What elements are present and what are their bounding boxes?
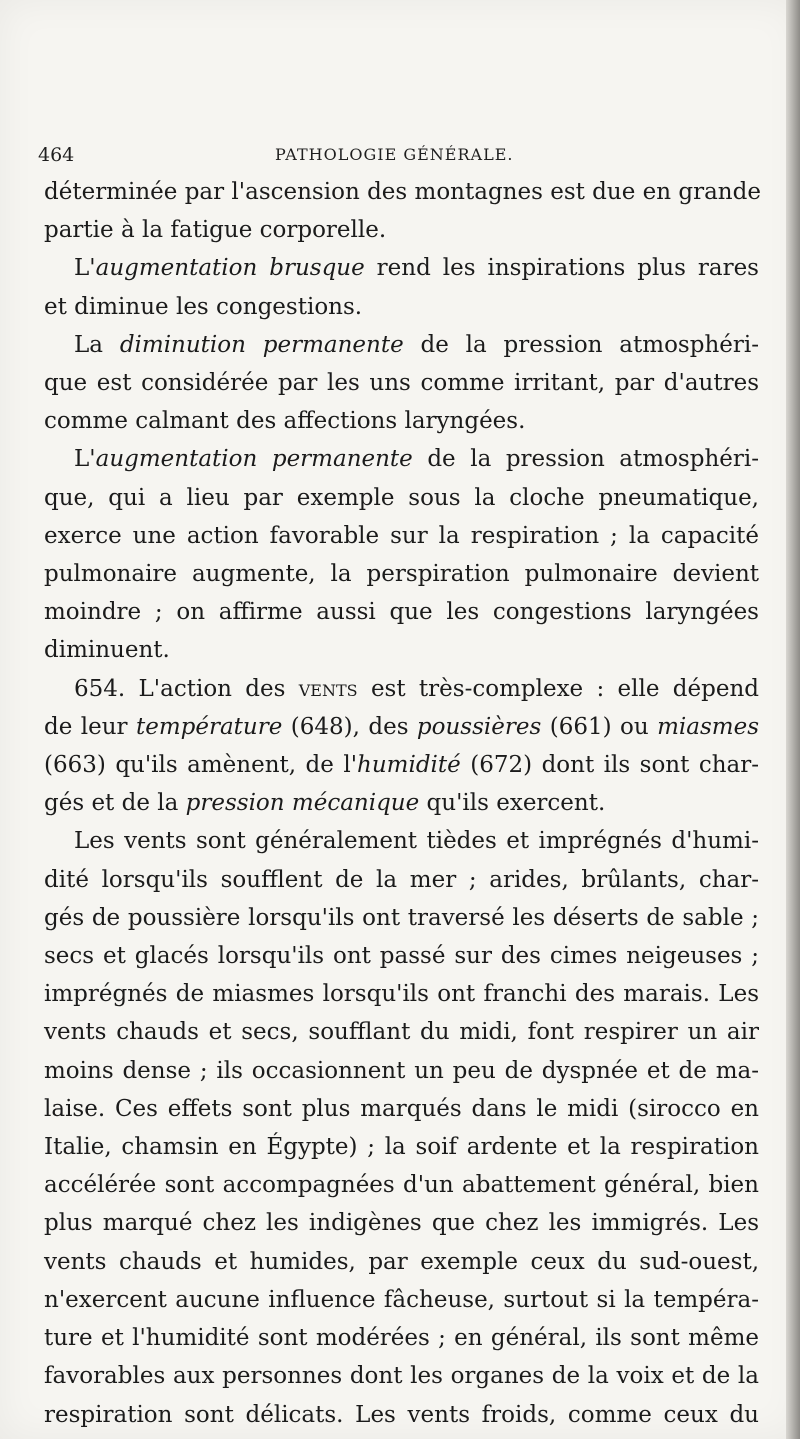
- text-line: partie à la fatigue corporelle.: [44, 217, 387, 244]
- text-run: est très-complexe : elle dépend: [357, 675, 759, 702]
- text-line: secs et glacés lorsqu'ils ont passé sur des cimes neigeuses ;: [44, 943, 759, 970]
- text-line: [44, 708, 759, 746]
- italic-term: poussières: [416, 713, 542, 740]
- text-line: [44, 249, 759, 287]
- italic-term: pression mécanique: [185, 790, 420, 817]
- text-line: [44, 670, 759, 708]
- section-number: 654. L'action des: [74, 675, 299, 702]
- text-run: (663) qu'ils amènent, de l': [44, 752, 358, 779]
- small-caps-term: vents: [298, 675, 358, 702]
- text-line: gés de poussière lorsqu'ils ont traversé les déserts de sable ;: [44, 904, 759, 931]
- text-run: (672) dont ils sont char-: [460, 752, 760, 779]
- text-line: Les vents sont généralement tièdes et imprégnés d'humi-: [74, 828, 759, 855]
- page-header: [38, 140, 770, 170]
- text-run: gés et de la: [44, 790, 186, 817]
- text-run: L': [74, 255, 96, 282]
- text-run: rend les inspirations plus rares: [364, 255, 759, 282]
- text-run: (648), des: [282, 713, 417, 740]
- text-run: de la pression atmosphéri-: [403, 331, 759, 358]
- text-line: diminuent.: [44, 637, 170, 664]
- italic-term: augmentation brusque: [95, 255, 365, 282]
- body-text: [44, 173, 759, 1434]
- text-line: moins dense ; ils occasionnent un peu de dyspnée et de ma-: [44, 1057, 759, 1084]
- text-line: n'exercent aucune influence fâcheuse, surtout si la tempéra-: [44, 1286, 759, 1313]
- text-line: pulmonaire augmente, la perspiration pulmonaire devient: [44, 561, 759, 588]
- page-number: 464: [38, 144, 75, 166]
- text-run: La: [74, 331, 120, 358]
- text-line: déterminée par l'ascension des montagnes est due en grande: [44, 179, 761, 205]
- text-line: [44, 784, 759, 822]
- text-line: moindre ; on affirme aussi que les congestions laryngées: [44, 599, 759, 626]
- text-line: que, qui a lieu par exemple sous la cloche pneumatique,: [44, 484, 759, 511]
- italic-term: température: [135, 713, 283, 740]
- text-line: exerce une action favorable sur la respiration ; la capacité: [44, 522, 759, 549]
- text-line: ture et l'humidité sont modérées ; en général, ils sont même: [44, 1325, 759, 1352]
- italic-term: humidité: [357, 752, 461, 779]
- text-line: imprégnés de miasmes lorsqu'ils ont franchi des marais. Les: [44, 981, 759, 1008]
- text-run: de la pression atmosphéri-: [412, 446, 759, 473]
- text-line: [44, 440, 759, 478]
- text-run: qu'ils exercent.: [419, 790, 606, 817]
- text-line: [44, 326, 759, 364]
- text-line: que est considérée par les uns comme irritant, par d'autres: [44, 370, 759, 397]
- text-line: dité lorsqu'ils soufflent de la mer ; arides, brûlants, char-: [44, 866, 759, 893]
- text-line: Italie, chamsin en Égypte) ; la soif ardente et la respiration: [44, 1134, 759, 1161]
- text-line: comme calmant des affections laryngées.: [44, 408, 526, 435]
- italic-term: augmentation permanente: [95, 446, 413, 473]
- page-edge-shadow: [786, 0, 800, 1439]
- text-line: respiration sont délicats. Les vents froids, comme ceux du: [44, 1401, 759, 1428]
- text-run: de leur: [44, 713, 136, 740]
- text-line: [44, 746, 759, 784]
- text-line: vents chauds et humides, par exemple ceux du sud-ouest,: [44, 1248, 759, 1275]
- text-line: favorables aux personnes dont les organes de la voix et de la: [44, 1363, 759, 1390]
- text-run: L': [74, 446, 96, 473]
- running-title: PATHOLOGIE GÉNÉRALE.: [275, 145, 514, 164]
- text-run: (661) ou: [541, 713, 658, 740]
- italic-term: miasmes: [657, 713, 759, 740]
- italic-term: diminution permanente: [119, 331, 404, 358]
- text-line: plus marqué chez les indigènes que chez les immigrés. Les: [44, 1210, 759, 1237]
- text-line: et diminue les congestions.: [44, 293, 363, 320]
- text-line: accélérée sont accompagnées d'un abattement général, bien: [44, 1172, 759, 1199]
- text-line: laise. Ces effets sont plus marqués dans le midi (sirocco en: [44, 1095, 759, 1122]
- text-line: vents chauds et secs, soufflant du midi, font respirer un air: [44, 1019, 759, 1046]
